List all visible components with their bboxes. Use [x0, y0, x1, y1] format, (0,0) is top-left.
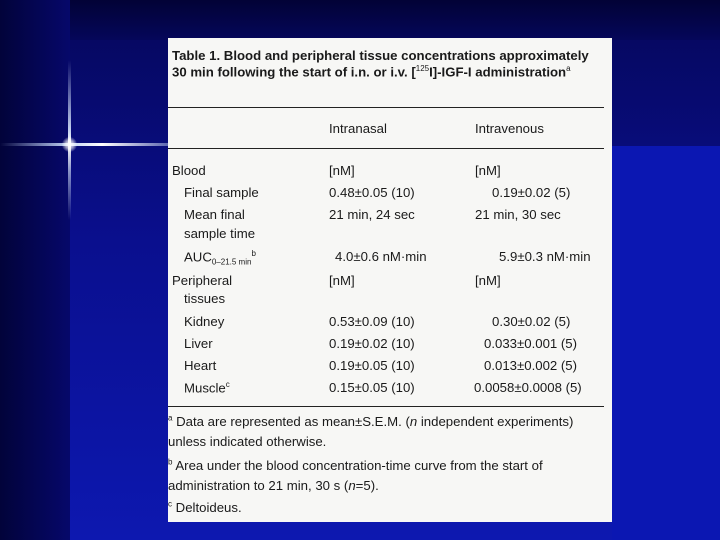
table-header-rule — [168, 148, 604, 149]
caption-text-2: I]-IGF-I administration — [429, 64, 567, 80]
caption-footnote-mark: a — [566, 63, 571, 73]
auc-label-subscript: 0–21.5 min — [211, 257, 252, 267]
footnote-a-n: n — [409, 414, 418, 429]
row-muscle-label — [184, 380, 230, 396]
row-auc-intranasal: 4.0±0.6 nM·min — [335, 249, 427, 264]
background-band-right — [612, 146, 720, 540]
row-blood-intravenous: [nM] — [475, 163, 501, 178]
footnote-b-n: n — [348, 478, 356, 494]
muscle-label-text: Muscle — [184, 380, 226, 396]
row-peripheral-intranasal: [nM] — [329, 273, 355, 288]
row-muscle-intranasal: 0.15±0.05 (10) — [329, 380, 415, 395]
row-heart-intranasal: 0.19±0.05 (10) — [329, 358, 415, 373]
row-auc-intravenous: 5.9±0.3 nM·min — [499, 249, 591, 264]
row-kidney-label: Kidney — [184, 314, 225, 329]
row-final-sample-intravenous: 0.19±0.02 (5) — [492, 185, 571, 200]
table-top-rule — [168, 107, 604, 108]
caption-label: Table 1. — [172, 48, 221, 63]
row-blood-label: Blood — [172, 163, 206, 178]
footnote-a-text: Data are represented as mean±S.E.M. ( — [172, 414, 410, 429]
footnote-b — [168, 456, 604, 497]
row-auc-label — [184, 249, 256, 267]
row-liver-intravenous: 0.033±0.001 (5) — [484, 336, 578, 351]
row-mean-final-intravenous: 21 min, 30 sec — [475, 207, 561, 222]
column-header-intravenous: Intravenous — [475, 121, 544, 136]
row-mean-final-label: Mean final — [184, 207, 245, 222]
row-heart-intravenous: 0.013±0.002 (5) — [484, 358, 578, 373]
row-heart-label: Heart — [184, 358, 217, 373]
footnote-c — [168, 498, 604, 518]
auc-footnote-mark: b — [251, 249, 256, 258]
footnote-c-mark: c — [168, 499, 172, 509]
row-liver-intranasal: 0.19±0.02 (10) — [329, 336, 415, 351]
footnote-a — [168, 412, 604, 453]
row-peripheral-intravenous: [nM] — [475, 273, 501, 288]
row-peripheral-label: Peripheral — [172, 273, 233, 288]
muscle-footnote-mark: c — [225, 380, 230, 389]
background-band-left — [0, 0, 70, 540]
row-final-sample-intranasal: 0.48±0.05 (10) — [329, 185, 415, 200]
row-muscle-intravenous: 0.0058±0.0008 (5) — [474, 380, 582, 395]
column-header-intranasal: Intranasal — [329, 121, 387, 136]
footnote-b-mark: b — [168, 457, 173, 467]
star-flare-core — [62, 137, 77, 152]
table-caption — [172, 48, 604, 80]
footnote-b-text: Area under the blood concentration-time curve from the start of administration to 21 min, 30 s ( — [168, 458, 543, 494]
auc-label-text: AUC — [184, 249, 212, 265]
footnote-a-mark: a — [168, 413, 173, 423]
row-peripheral-label-2: tissues — [184, 291, 226, 306]
row-final-sample-label: Final sample — [184, 185, 259, 200]
footnote-a-text-2: independent experiments) unless indicated otherwise. — [168, 414, 574, 450]
row-mean-final-label-2: sample time — [184, 226, 256, 241]
footnote-c-text: Deltoideus. — [172, 500, 242, 515]
row-kidney-intravenous: 0.30±0.02 (5) — [492, 314, 571, 329]
row-mean-final-intranasal: 21 min, 24 sec — [329, 207, 415, 222]
row-blood-intranasal: [nM] — [329, 163, 355, 178]
table-document — [168, 38, 612, 522]
caption-text: Blood and peripheral tissue concentrations approximately 30 min following the start of i.n. or i.v. [ — [172, 48, 589, 80]
footnote-b-text-2: =5). — [355, 478, 379, 494]
background-band-top — [0, 0, 720, 40]
table-bottom-rule — [168, 406, 604, 407]
star-flare-horizontal — [0, 143, 170, 146]
row-liver-label: Liver — [184, 336, 213, 351]
row-kidney-intranasal: 0.53±0.09 (10) — [329, 314, 415, 329]
caption-isotope: 125 — [415, 63, 430, 73]
